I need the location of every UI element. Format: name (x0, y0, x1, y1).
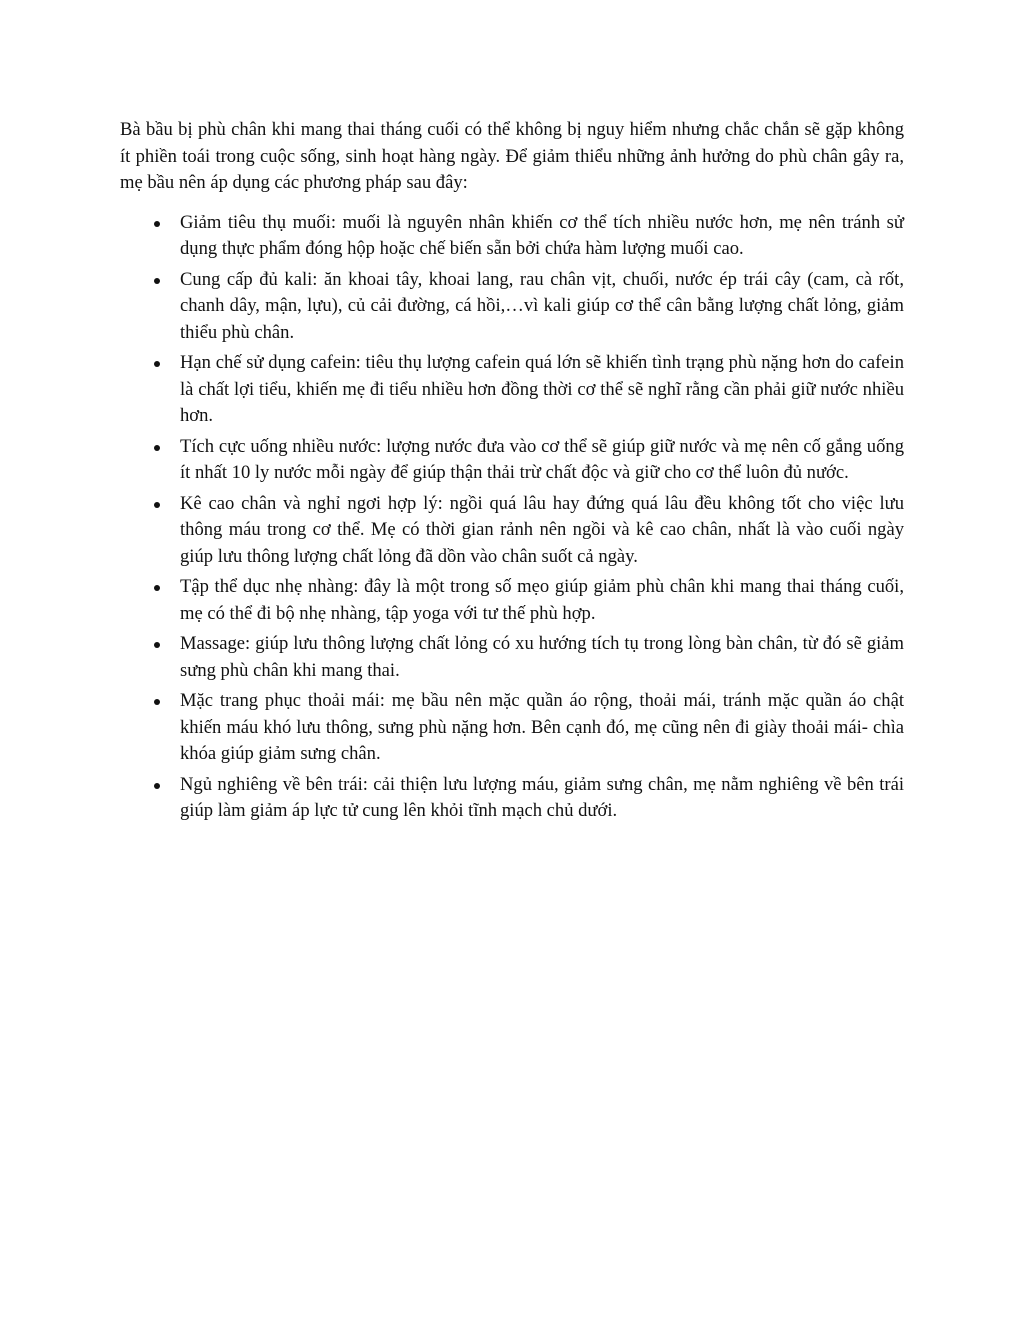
list-item-text: Cung cấp đủ kali: ăn khoai tây, khoai lang, rau chân vịt, chuối, nước ép trái cây (cam, cà rốt, chanh dây, mận, lựu), củ cải đường, cá hồi,…vì kali giúp cơ thể cân bằng lượng chất lỏng, giảm thiểu phù chân. (180, 268, 904, 343)
bullet-icon (154, 642, 160, 648)
list-item-text: Hạn chế sử dụng cafein: tiêu thụ lượng cafein quá lớn sẽ khiến tình trạng phù nặng hơn do cafein là chất lợi tiểu, khiến mẹ đi tiểu nhiều hơn đồng thời cơ thể sẽ nghĩ rằng cần phải giữ nước nhiều hơn. (180, 352, 904, 426)
bullet-icon (154, 502, 160, 508)
list-item-text: Mặc trang phục thoải mái: mẹ bầu nên mặc quần áo rộng, thoải mái, tránh mặc quần áo chật khiến máu khó lưu thông, sưng phù nặng hơn. Bên cạnh đó, mẹ cũng nên đi giày thoải mái- chìa khóa giúp giảm sưng chân. (180, 690, 904, 764)
bullet-icon (154, 361, 160, 367)
bullet-icon (154, 278, 160, 284)
bullet-icon (154, 699, 160, 705)
list-item-text: Massage: giúp lưu thông lượng chất lỏng có xu hướng tích tụ trong lòng bàn chân, từ đó sẽ giảm sưng phù chân khi mang thai. (180, 633, 904, 681)
list-item (120, 491, 904, 571)
list-item-text: Kê cao chân và nghỉ ngơi hợp lý: ngồi quá lâu hay đứng quá lâu đều không tốt cho việc lưu thông máu trong cơ thể. Mẹ có thời gian rảnh nên ngồi và kê cao chân, nhất là vào cuối ngày giúp lưu thông lượng chất lỏng đã dồn vào chân suốt cả ngày. (180, 492, 904, 567)
document-page (120, 117, 904, 829)
list-item (120, 267, 904, 347)
list-item-text: Ngủ nghiêng về bên trái: cải thiện lưu lượng máu, giảm sưng chân, mẹ nằm nghiêng về bên trái giúp làm giảm áp lực tử cung lên khỏi tĩnh mạch chủ dưới. (180, 773, 904, 821)
intro-paragraph: Bà bầu bị phù chân khi mang thai tháng cuối có thể không bị nguy hiểm nhưng chắc chắn sẽ gặp không ít phiền toái trong cuộc sống, sinh hoạt hàng ngày. Để giảm thiểu những ảnh hưởng do phù chân gây ra, mẹ bầu nên áp dụng các phương pháp sau đây: (120, 119, 904, 193)
tips-list (120, 210, 904, 825)
list-item (120, 772, 904, 825)
bullet-icon (154, 783, 160, 789)
bullet-icon (154, 585, 160, 591)
list-item-text: Tích cực uống nhiều nước: lượng nước đưa vào cơ thể sẽ giúp giữ nước và mẹ nên cố gắng uống ít nhất 10 ly nước mỗi ngày để giúp thận thải trừ chất độc và giữ cho cơ thể luôn đủ nước. (180, 435, 904, 483)
bullet-icon (154, 221, 160, 227)
list-item (120, 350, 904, 430)
list-item (120, 688, 904, 768)
list-item (120, 631, 904, 684)
list-item (120, 210, 904, 263)
list-item (120, 434, 904, 487)
list-item (120, 574, 904, 627)
list-item-text: Giảm tiêu thụ muối: muối là nguyên nhân khiến cơ thể tích nhiều nước hơn, mẹ nên tránh sử dụng thực phẩm đóng hộp hoặc chế biến sẵn bởi chứa hàm lượng muối cao. (180, 211, 904, 259)
list-item-text: Tập thể dục nhẹ nhàng: đây là một trong số mẹo giúp giảm phù chân khi mang thai tháng cuối, mẹ có thể đi bộ nhẹ nhàng, tập yoga với tư thế phù hợp. (180, 576, 904, 624)
bullet-icon (154, 445, 160, 451)
